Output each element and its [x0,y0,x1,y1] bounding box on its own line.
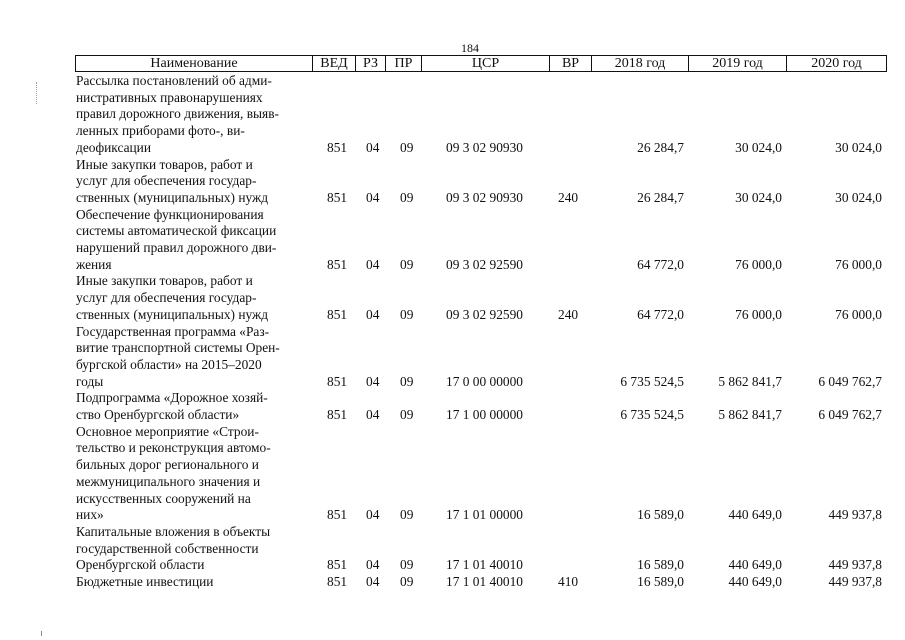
row-pr: 09 [400,507,414,523]
row-csr: 17 1 01 00000 [446,507,523,523]
row-2018: 6 735 524,5 [620,407,684,423]
row-2018: 26 284,7 [637,139,684,155]
row-rz: 04 [366,507,380,523]
row-2019: 440 649,0 [728,557,782,573]
row-ved: 851 [327,407,348,423]
row-2020: 449 937,8 [828,557,882,573]
row-2020: 30 024,0 [835,189,882,205]
table-row [0,424,905,524]
row-ved: 851 [327,189,348,205]
row-2020: 30 024,0 [835,139,882,155]
table-row [0,324,905,391]
row-ved: 851 [327,256,348,272]
row-2020: 76 000,0 [835,306,882,322]
row-vr: 240 [558,306,579,322]
row-2019: 30 024,0 [735,139,782,155]
row-pr: 09 [400,189,414,205]
row-csr: 17 1 01 40010 [446,557,523,573]
row-2018: 16 589,0 [637,507,684,523]
row-rz: 04 [366,407,380,423]
table-row [0,73,905,157]
row-2019: 76 000,0 [735,256,782,272]
table-header [75,55,887,72]
row-2018: 64 772,0 [637,306,684,322]
row-rz: 04 [366,557,380,573]
row-csr: 09 3 02 90930 [446,189,523,205]
row-pr: 09 [400,256,414,272]
row-rz: 04 [366,256,380,272]
row-rz: 04 [366,189,380,205]
row-pr: 09 [400,407,414,423]
table-row [0,524,905,574]
row-2019: 5 862 841,7 [718,373,782,389]
row-ved: 851 [327,373,348,389]
row-name: Подпрограмма «Дорожное хозяй- ство Оренбургской области» [76,390,268,423]
header-rz: РЗ [356,56,386,71]
row-pr: 09 [400,306,414,322]
row-rz: 04 [366,306,380,322]
row-csr: 09 3 02 92590 [446,306,523,322]
row-2018: 16 589,0 [637,557,684,573]
header-vr: ВР [550,56,592,71]
row-ved: 851 [327,139,348,155]
row-2018: 16 589,0 [637,574,684,590]
row-name: Основное мероприятие «Строи- тельство и реконструкция автомо- бильных дорог регионального и межмуниципального значения и искусственных сооружений на них» [76,423,271,523]
row-2019: 30 024,0 [735,189,782,205]
row-vr: 240 [558,189,579,205]
row-2020: 6 049 762,7 [818,407,882,423]
header-name: Наименование [76,56,313,71]
row-2019: 440 649,0 [728,507,782,523]
row-pr: 09 [400,574,414,590]
page-number: 184 [461,41,479,55]
row-2020: 449 937,8 [828,574,882,590]
row-2020: 6 049 762,7 [818,373,882,389]
table-row [0,574,905,591]
row-ved: 851 [327,306,348,322]
row-csr: 09 3 02 90930 [446,139,523,155]
row-2019: 5 862 841,7 [718,407,782,423]
row-rz: 04 [366,574,380,590]
table-body [0,73,905,591]
header-2018: 2018 год [592,56,689,71]
row-2019: 76 000,0 [735,306,782,322]
row-pr: 09 [400,373,414,389]
row-2020: 449 937,8 [828,507,882,523]
row-rz: 04 [366,373,380,389]
table-row [0,157,905,207]
corner-scan-mark [41,631,42,636]
row-csr: 09 3 02 92590 [446,256,523,272]
row-name: Иные закупки товаров, работ и услуг для обеспечения государ- ственных (муниципальных) нужд [76,156,269,205]
row-vr: 410 [558,574,579,590]
row-pr: 09 [400,557,414,573]
row-2018: 6 735 524,5 [620,373,684,389]
row-ved: 851 [327,557,348,573]
header-2019: 2019 год [689,56,787,71]
row-name: Государственная программа «Раз- витие транспортной системы Орен- бургской области» на 2015–2020 годы [76,323,280,389]
row-pr: 09 [400,139,414,155]
row-name: Рассылка постановлений об адми- нистративных правонарушениях правил дорожного движения, выяв- ленных приборами фото-, ви- деофиксации [76,73,279,155]
row-csr: 17 1 01 40010 [446,574,523,590]
table-row [0,273,905,323]
header-pr: ПР [386,56,422,71]
table-row [0,207,905,274]
header-2020: 2020 год [811,56,862,71]
row-ved: 851 [327,507,348,523]
row-csr: 17 0 00 00000 [446,373,523,389]
row-2018: 26 284,7 [637,189,684,205]
row-name: Бюджетные инвестиции [76,574,214,590]
row-ved: 851 [327,574,348,590]
row-name: Обеспечение функционирования системы автоматической фиксации нарушений правил дорожного дви- жения [76,206,277,272]
row-2018: 64 772,0 [637,256,684,272]
row-name: Иные закупки товаров, работ и услуг для обеспечения государ- ственных (муниципальных) нужд [76,273,269,322]
row-2020: 76 000,0 [835,256,882,272]
row-csr: 17 1 00 00000 [446,407,523,423]
table-row [0,390,905,423]
header-csr: ЦСР [422,56,550,71]
row-rz: 04 [366,139,380,155]
header-ved: ВЕД [313,56,356,71]
row-2019: 440 649,0 [728,574,782,590]
row-name: Капитальные вложения в объекты государственной собственности Оренбургской области [76,523,271,573]
